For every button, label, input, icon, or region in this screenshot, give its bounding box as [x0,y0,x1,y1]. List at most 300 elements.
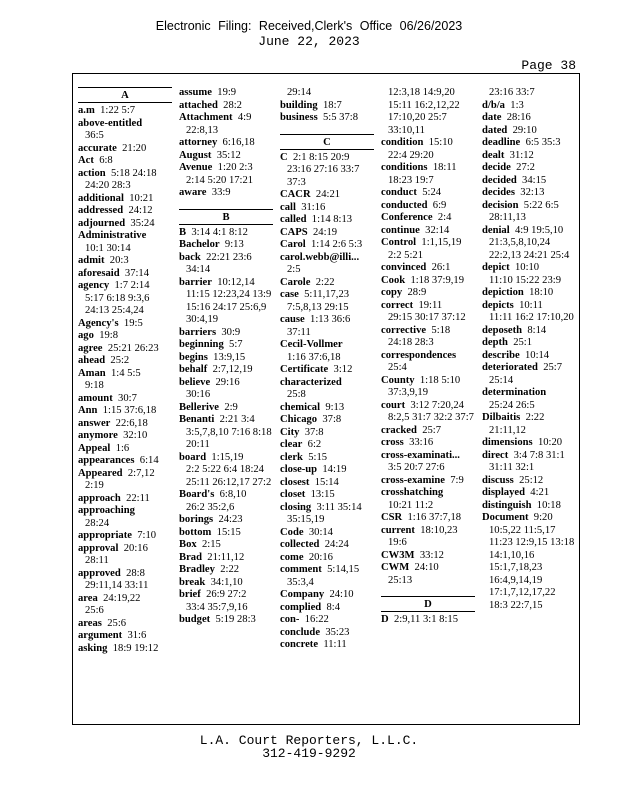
index-term: called [280,214,307,225]
index-term: comment [280,564,322,575]
index-term: beginning [179,339,224,350]
page-line-refs: 30:9 [221,326,241,338]
page-line-refs-continued: 24:20 28:3 [85,180,131,191]
index-entry [78,405,172,418]
page-line-refs: 13:9,15 [213,351,246,363]
page-line-refs-continued: 25:13 [388,574,413,586]
page-line-refs: 20:3 [109,255,129,266]
index-entry [381,375,475,400]
index-entry [280,87,374,100]
page-line-refs: 3:14 4:1 8:12 [191,226,248,238]
index-term: admit [78,255,105,266]
page-line-refs: 16:22 [304,614,329,625]
index-entry [179,112,273,137]
index-term: cross-examine [381,474,445,486]
page-line-refs: 10:10 [514,262,540,273]
index-entry [280,202,374,215]
index-entry [78,355,172,368]
page-line-refs: 25:6 [107,617,127,629]
index-term: deadline [482,137,521,148]
index-entry [381,450,475,475]
page-line-refs: 35:24 [130,217,155,229]
index-entry [381,525,475,550]
page-line-refs: 30:14 [308,526,333,538]
index-term: Administrative [78,230,147,241]
index-term: distinguish [482,499,532,511]
index-term: closing [280,501,312,513]
page-line-refs-continued: 2:5 [287,264,301,275]
index-term: Carole [280,276,311,288]
page-line-refs-continued: 26:2 35:2,6 [186,501,235,513]
page-line-refs-continued: 37:11 [287,326,311,338]
index-term: Appeal [78,442,111,454]
reporter-name: L.A. Court Reporters, L.L.C. [199,733,419,748]
index-term: copy [381,287,403,298]
page-line-refs: 1:13 36:6 [310,314,351,325]
page-line-refs: 2:1 8:15 20:9 [292,151,350,163]
page-line-refs: 3:12 7:20,24 [410,399,464,411]
page-line-refs: 10:11 [519,299,543,311]
index-entry [381,475,475,488]
page-line-refs: 20:16 [308,551,333,563]
page-line-refs: 1:14 8:13 [311,214,353,225]
index-term: date [482,112,502,123]
index-entry [179,364,273,377]
index-term: Conference [381,212,433,223]
page-line-refs-continued: 10:21 11:2 [388,499,434,511]
page-line-refs: 28:9 [407,287,427,298]
page-line-refs-continued: 28:11 [85,555,109,566]
index-term: area [78,592,98,604]
index-term: answer [78,417,111,429]
index-entry [381,200,475,213]
index-term: budget [179,614,211,625]
index-term: concrete [280,639,319,650]
index-entry [280,502,374,527]
index-entry [280,189,374,202]
index-entry [280,552,374,565]
index-entry [381,300,475,325]
index-term: Appeared [78,467,123,479]
page-line-refs: 1:4 5:5 [110,367,141,379]
index-term: corrective [381,324,427,336]
page-line-refs-continued: 10:5,22 11:5,17 11:23 12:9,15 13:18 14:1,10,16 15:1,7,18,23 16:4,9,14,19 17:1,7,12,17,22 18:3 22:7,15 [489,524,575,611]
index-term: CWM [381,562,410,573]
section-rule [179,209,273,210]
page-line-refs: 25:21 26:23 [107,342,159,354]
index-entry [280,314,374,339]
page-line-refs: 1:15 37:6,18 [102,405,157,416]
index-term: barrier [179,276,212,288]
index-term: Company [280,589,325,600]
index-entry [78,168,172,193]
page-line-refs: 24:10 [414,562,439,573]
index-term: conduct [381,187,417,198]
index-term: dated [482,124,508,136]
index-entry [482,137,576,150]
index-entry [482,125,576,138]
page-line-refs: 25:7 [422,424,442,436]
page-line-refs: 33:12 [419,549,444,561]
index-entry [381,162,475,187]
index-entry [179,327,273,340]
page-line-refs: 10:18 [536,499,561,511]
page-line-refs-continued: 11:10 15:22 23:9 [489,274,561,286]
page-line-refs: 25:12 [519,474,544,486]
index-entry [179,489,273,514]
index-term: asking [78,642,108,654]
index-term: Bellerive [179,401,220,413]
index-entry [78,155,172,168]
page-line-refs: 6:9 [432,199,447,211]
page-line-refs: 7:9 [450,474,464,486]
section-rule [78,87,172,88]
index-entry [482,175,576,188]
index-entry [381,437,475,450]
page-line-refs-continued: 28:24 [85,517,110,529]
index-entry [78,255,172,268]
page-line-refs: 9:20 [533,512,553,523]
index-entry [482,187,576,200]
page-line-refs: 18:7 [323,99,342,111]
section-gap [381,587,475,596]
page-line-refs: 8:14 [527,324,547,336]
index-entry [280,414,374,427]
page-line-refs: 29:10 [512,124,537,136]
index-entry [381,550,475,563]
index-term: accurate [78,142,117,154]
filing-stamp-line: Electronic Filing: Received,Clerk's Office 06/26/2023 [155,19,463,33]
index-entry [280,214,374,227]
page-line-refs: 24:21 [315,189,341,200]
page-line-refs: 3:12 [333,364,353,375]
index-term: cause [280,314,305,325]
index-term: characterized [280,376,342,388]
index-entry [280,464,374,477]
index-term: board [179,451,207,463]
index-column-4 [381,87,475,710]
page-line-refs: 28:2 [223,99,242,111]
page-line-refs: 24:23 [218,514,243,525]
index-entry [482,87,576,100]
index-entry [179,239,273,252]
index-entry [280,452,374,465]
index-term: brief [179,589,201,600]
page-line-refs: 1:3 [510,99,524,111]
page-line-refs-continued: 2:2 5:21 [388,249,424,261]
index-term: continue [381,224,420,236]
page-line-refs: 2:7,12 [127,467,155,479]
index-term: Act [78,155,94,166]
page-line-refs-continued: 25:4 [388,362,407,373]
page-line-refs-continued: 37:3,9,19 [388,387,429,398]
index-term: aforesaid [78,267,120,279]
index-term: borings [179,514,214,525]
page-line-refs: 6:8,10 [219,489,247,500]
word-index-frame [72,73,580,725]
page-line-refs-continued: 1:16 37:6,18 [287,351,341,363]
index-term: additional [78,192,124,204]
page-line-refs: 11:11 [323,639,347,650]
index-term: ahead [78,355,106,366]
page-line-refs: 19:5 [123,317,143,329]
page-line-refs: 5:7 [229,339,243,350]
index-term: clear [280,439,303,450]
page-line-refs: 10:12,14 [217,276,255,288]
index-term: aware [179,187,207,198]
index-entry [280,489,374,502]
index-term: conclude [280,626,321,638]
page-line-refs: 5:15 [308,451,328,463]
page-line-refs-continued: 29:11,14 33:11 [85,580,149,591]
page-line-refs: 5:18 [431,324,451,336]
index-entry [280,289,374,314]
index-entry [482,337,576,350]
page-line-refs: 37:8 [322,414,342,425]
index-entry [78,630,172,643]
index-entry [179,277,273,327]
page-line-refs-continued: 23:16 33:7 [489,87,535,98]
page-line-refs: 25:7 [543,362,563,373]
page-line-refs-continued: 29:15 30:17 37:12 [388,312,466,323]
index-entry [179,527,273,540]
page-line-refs: 5:19 28:3 [215,614,256,625]
index-term: bottom [179,526,212,538]
page-line-refs-continued: 25:14 [489,374,514,386]
index-entry [78,568,172,593]
index-entry [280,602,374,615]
index-entry [78,530,172,543]
section-gap [179,200,273,209]
index-entry [381,487,475,512]
index-term: C [280,151,288,163]
index-entry [482,350,576,363]
page-line-refs-continued: 28:11,13 [489,212,526,223]
page-line-refs: 1:18 5:10 [419,374,461,386]
page-line-refs-continued: 2:14 5:20 17:21 [186,174,254,186]
index-entry [280,527,374,540]
page-line-refs: 5:22 6:5 [523,199,559,211]
index-entry [482,262,576,287]
page-line-refs: 5:24 [422,187,442,198]
index-entry [482,450,576,475]
page-line-refs: 21:20 [122,142,147,154]
page-line-refs: 25:2 [110,355,130,366]
section-gap [280,125,374,134]
page-line-refs: 1:6 [115,442,130,454]
page-line-refs-continued: 35:3,4 [287,576,314,588]
index-entry [78,230,172,255]
index-entry [482,112,576,125]
index-entry [280,277,374,290]
index-term: current [381,524,415,536]
page-line-refs-continued: 23:16 27:16 33:7 37:3 [287,164,360,188]
index-entry [381,512,475,525]
page-line-refs: 1:14 2:6 5:3 [311,239,363,250]
index-term: chemical [280,401,321,413]
index-term: displayed [482,487,525,498]
page-line-refs: 26:1 [431,262,451,273]
index-entry [381,400,475,425]
index-term: deposeth [482,324,523,336]
index-column-2 [179,87,273,710]
index-term: describe [482,349,520,361]
index-entry [179,564,273,577]
page-line-refs-continued: 22:8,13 [186,124,219,136]
index-term: behalf [179,364,208,375]
page-line-refs: 2:7,12,19 [212,364,253,375]
index-entry [78,218,172,231]
page-line-refs-continued: 25:6 [85,605,104,616]
index-entry [482,475,576,488]
index-entry [482,412,576,437]
page-line-refs: 24:10 [329,589,354,600]
index-entry [179,414,273,452]
index-term: amount [78,392,113,404]
page-line-refs: 4:9 19:5,10 [514,224,564,236]
page-line-refs: 3:4 7:8 31:1 [513,449,565,461]
index-entry [381,287,475,300]
page-line-refs: 1:15,19 [211,451,244,463]
index-term: Cook [381,274,406,286]
index-term: break [179,576,206,588]
index-entry [179,150,273,163]
page-line-refs: 4:9 [237,112,252,123]
index-term: determination [482,387,547,398]
page-line-refs: 32:10 [123,430,148,441]
index-term: convinced [381,262,427,273]
index-term: Benanti [179,414,215,425]
index-term: approval [78,542,119,554]
index-term: barriers [179,326,217,338]
page-line-refs: 6:14 [139,455,159,466]
page-line-refs: 19:8 [99,330,119,341]
page-line-refs: 1:1,15,19 [421,237,462,248]
index-term: Chicago [280,414,318,425]
page-line-refs: 33:16 [409,437,434,448]
page-line-refs-continued: 2:2 5:22 6:4 18:24 25:11 26:12,17 27:2 [186,464,272,488]
index-entry [179,577,273,590]
index-term: Avenue [179,162,213,173]
page-line-refs: 37:14 [124,267,150,279]
page-line-refs-continued: 25:8 [287,389,306,400]
index-term: Code [280,526,304,538]
page-line-refs: 28:8 [126,567,145,579]
page-line-refs-continued: 34:14 [186,264,211,275]
page-line-refs-continued: 3:5 20:7 27:6 [388,462,445,473]
index-term: D [381,614,389,625]
index-term: Document [482,512,529,523]
page-line-refs: 4:21 [530,487,550,498]
index-term: decide [482,162,511,173]
page-line-refs: 6:5 35:3 [525,137,561,148]
index-term: areas [78,617,102,629]
index-term: depth [482,337,508,348]
index-entry [381,237,475,262]
index-entry [381,212,475,225]
index-entry [78,393,172,406]
page-line-refs: 3:11 35:14 [316,501,362,513]
index-entry [280,627,374,640]
index-entry [482,100,576,113]
index-entry [78,443,172,456]
index-term: adjourned [78,217,126,229]
index-term: County [381,374,415,386]
page-number: Page 38 [521,58,576,73]
page-line-refs-continued: 9:18 [85,380,104,391]
index-term: business [280,112,318,123]
page-line-refs-continued: 31:11 32:1 [489,462,535,473]
page-line-refs: 1:16 37:7,18 [407,512,462,523]
index-entry [179,87,273,100]
page-line-refs-continued: 7:5,8,13 29:15 [287,301,349,313]
index-entry [78,330,172,343]
index-term: CAPS [280,226,308,238]
index-term: close-up [280,464,318,475]
index-term: attorney [179,137,218,148]
index-entry [280,364,374,377]
section-letter: A [78,89,172,103]
index-term: back [179,251,201,263]
page-line-refs: 20:16 [123,542,148,554]
index-entry [381,562,475,587]
index-entry [78,543,172,568]
index-term: CACR [280,189,311,200]
page-line-refs-continued: 12:3,18 14:9,20 15:11 16:2,12,22 17:10,20 25:7 33:10,11 [388,87,460,136]
index-term: discuss [482,474,514,486]
index-entry [179,614,273,627]
page-line-refs-continued: 10:1 30:14 [85,242,131,254]
index-term: building [280,99,318,111]
page-line-refs: 9:13 [325,401,345,413]
index-entry [179,552,273,565]
index-entry [482,287,576,300]
index-entry [280,639,374,652]
section-letter: B [179,211,273,225]
index-term: a.m [78,105,95,116]
index-entry [381,262,475,275]
index-term: addressed [78,205,124,216]
index-term: action [78,167,106,179]
index-term: decided [482,174,517,186]
index-term: court [381,399,406,411]
index-entry [179,402,273,415]
index-term: direct [482,449,509,461]
index-entry [482,500,576,513]
page-line-refs-continued: 30:16 [186,389,211,400]
page-line-refs: 33:9 [211,187,231,198]
index-term: closest [280,476,310,488]
index-entry [179,187,273,200]
index-entry [482,487,576,500]
page-line-refs: 2:22 [315,276,335,288]
index-entry [78,193,172,206]
index-entry [280,539,374,552]
page-line-refs: 22:6,18 [115,417,148,429]
page-line-refs: 31:6 [127,630,147,641]
reporter-phone: 312-419-9292 [262,746,356,761]
page-line-refs: 13:15 [310,489,335,500]
page-line-refs: 24:24 [324,539,349,550]
page-line-refs: 29:16 [215,376,240,388]
index-term: dealt [482,149,505,161]
page-line-refs: 18:10 [529,287,554,298]
index-entry [280,239,374,252]
index-entry [381,87,475,137]
index-term: closet [280,489,306,500]
index-term: Brad [179,551,202,563]
page-line-refs-continued: 22:4 29:20 [388,149,434,161]
